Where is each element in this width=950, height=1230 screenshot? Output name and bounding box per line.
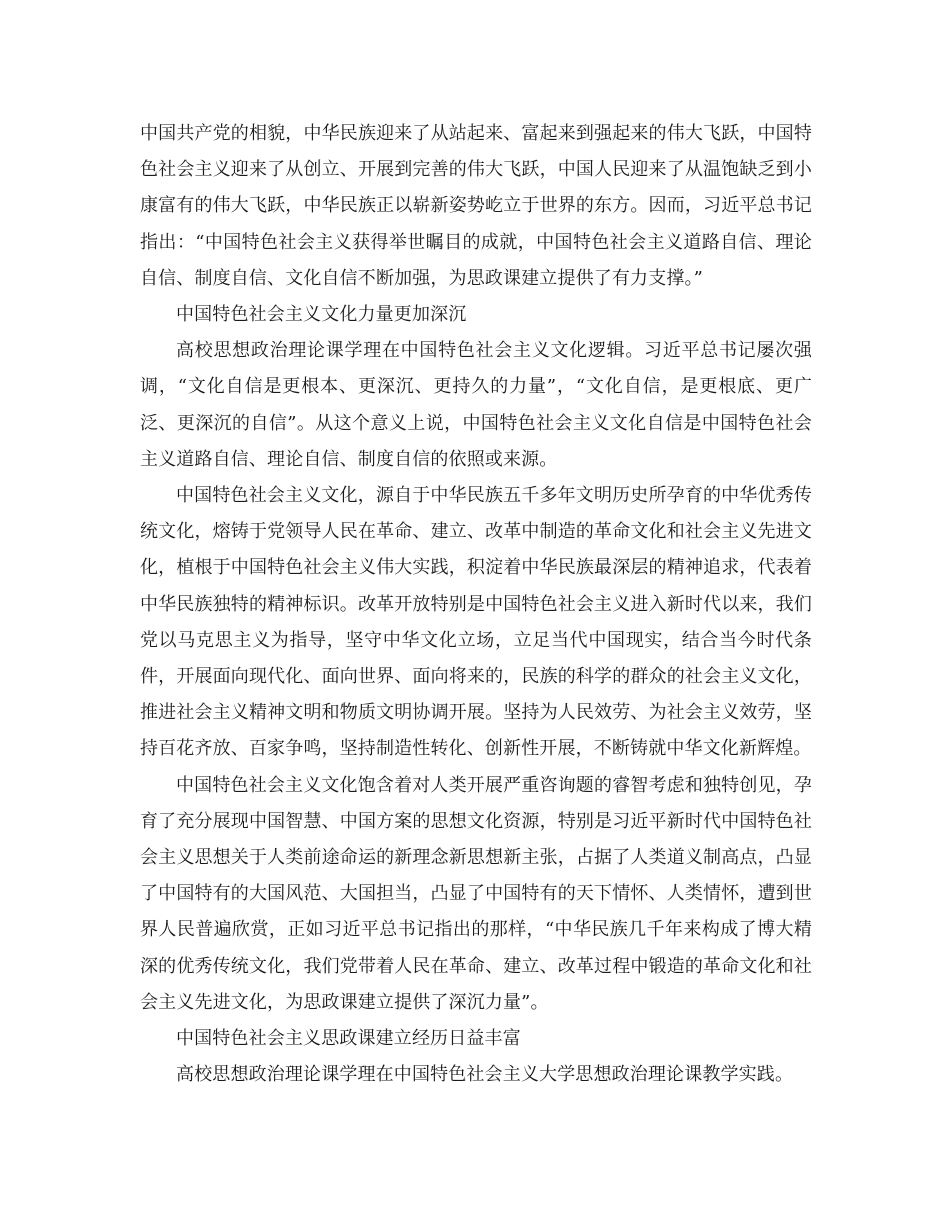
paragraph-teaching-practice: 高校思想政治理论课学理在中国特色社会主义大学思想政治理论课教学实践。 [176, 1064, 794, 1086]
section-heading-experience: 中国特色社会主义思政课建立经历日益丰富 [176, 1028, 521, 1050]
section-heading-culture: 中国特色社会主义文化力量更加深沉 [176, 304, 467, 326]
paragraph-continuation: 中国共产党的相貌，中华民族迎来了从站起来、富起来到强起来的伟大飞跃，中国特色社会主义迎来了从创立、开展到完善的伟大飞跃，中国人民迎来了从温饱缺乏到小康富有的伟大飞跃，中华民族正以崭新姿势屹立于世界的东方。因而，习近平总书记指出：“中国特色社会主义获得举世瞩目的成就，中国特色社会主义道路自信、理论自信、制度自信、文化自信不断加强，为思政课建立提供了有力支撑。” [140, 123, 812, 289]
paragraph-culture-origin: 中国特色社会主义文化，源自于中华民族五千多年文明历史所孕育的中华优秀传统文化，熔铸于党领导人民在革命、建立、改革中制造的革命文化和社会主义先进文化，植根于中国特色社会主义伟大实践，积淀着中华民族最深层的精神追求，代表着中华民族独特的精神标识。改革开放特别是中国特色社会主义进入新时代以来，我们党以马克思主义为指导，坚守中华文化立场，立足当代中国现实，结合当今时代条件，开展面向现代化、面向世界、面向将来的，民族的科学的群众的社会主义文化，推进社会主义精神文明和物质文明协调开展。坚持为人民效劳、为社会主义效劳，坚持百花齐放、百家争鸣，坚持制造性转化、创新性开展，不断铸就中华文化新辉煌。 [140, 485, 812, 760]
paragraph-culture-logic: 高校思想政治理论课学理在中国特色社会主义文化逻辑。习近平总书记屡次强调，“文化自信是更根本、更深沉、更持久的力量”，“文化自信，是更根底、更广泛、更深沉的自信”。从这个意义上说，中国特色社会主义文化自信是中国特色社会主义道路自信、理论自信、制度自信的依照或来源。 [140, 340, 812, 470]
document-body [140, 116, 812, 1093]
paragraph-culture-wisdom: 中国特色社会主义文化饱含着对人类开展严重咨询题的睿智考虑和独特创见，孕育了充分展现中国智慧、中国方案的思想文化资源，特别是习近平新时代中国特色社会主义思想关于人类前途命运的新理念新思想新主张，占据了人类道义制高点，凸显了中国特有的大国风范、大国担当，凸显了中国特有的天下情怀、人类情怀，遭到世界人民普遍欣赏，正如习近平总书记指出的那样，“中华民族几千年来构成了博大精深的优秀传统文化，我们党带着人民在革命、建立、改革过程中锻造的革命文化和社会主义先进文化，为思政课建立提供了深沉力量”。 [140, 774, 812, 1013]
